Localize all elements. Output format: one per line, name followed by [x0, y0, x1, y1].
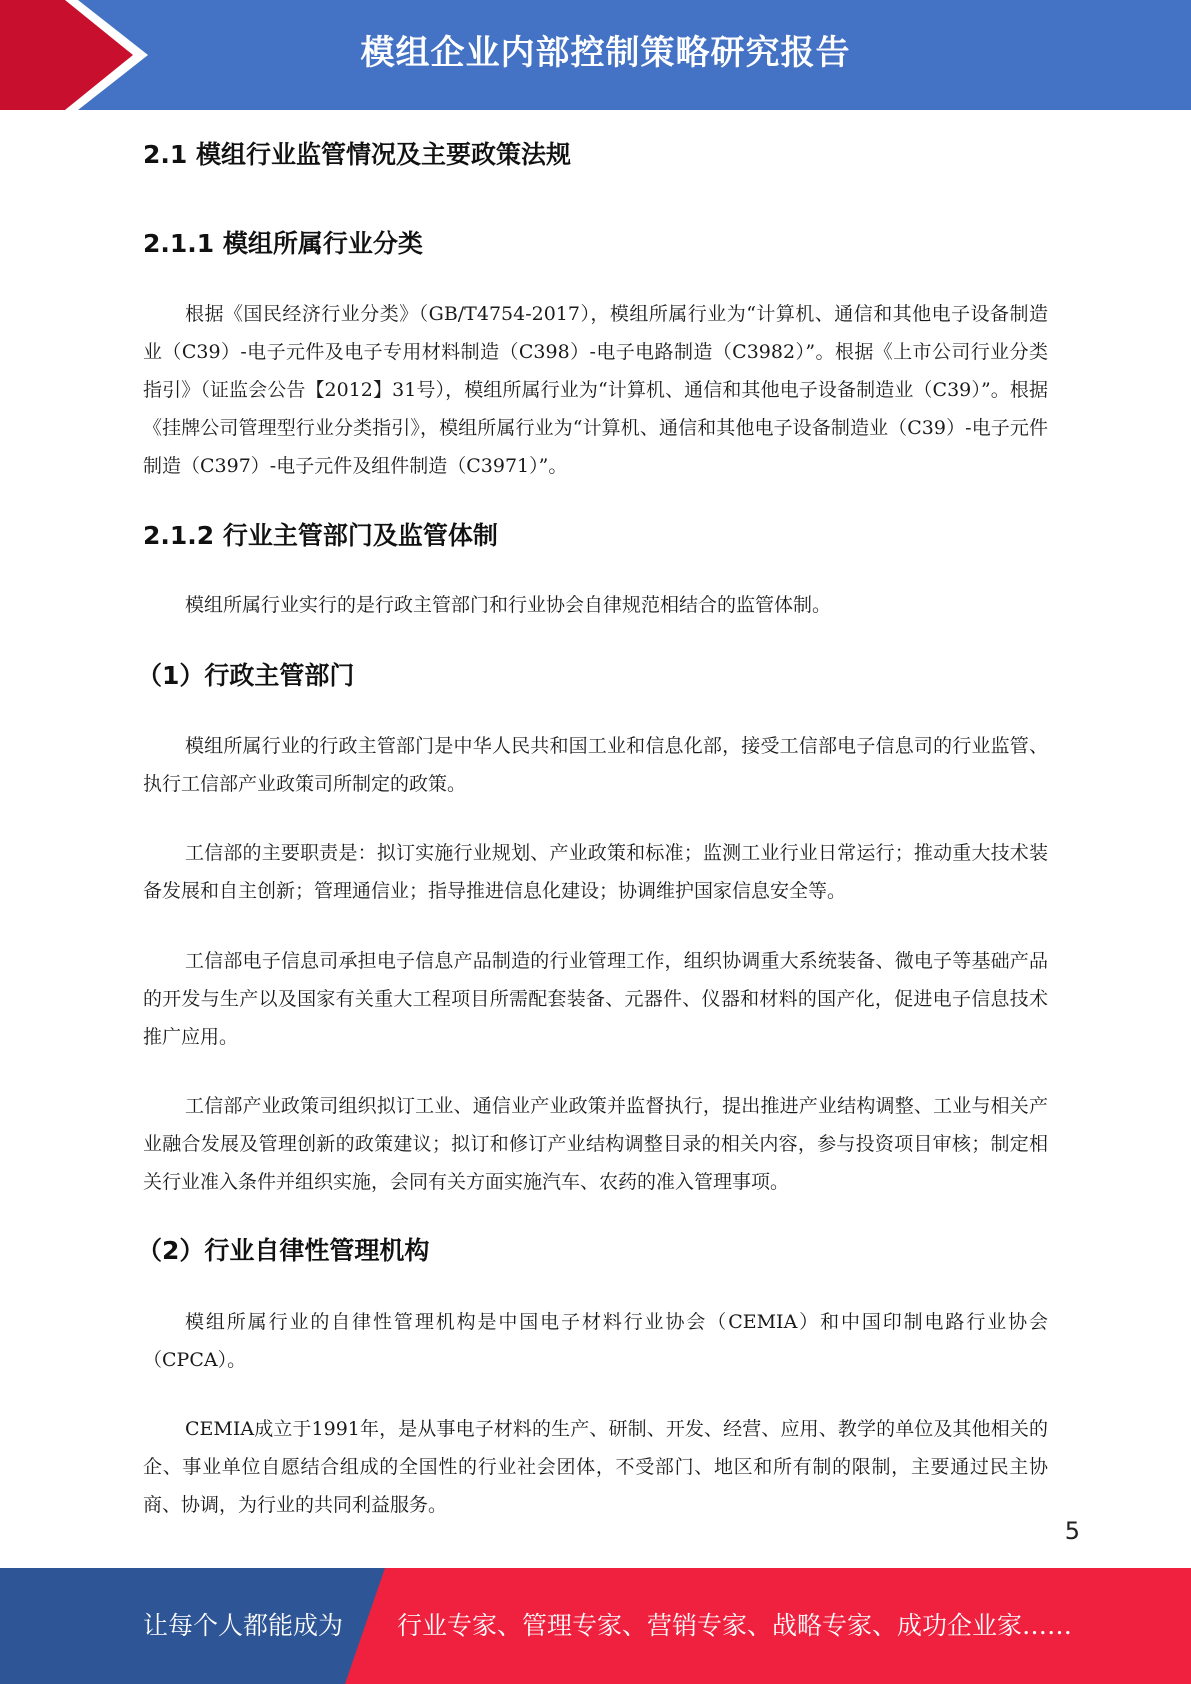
paragraph-cemia: CEMIA成立于1991年，是从事电子材料的生产、研制、开发、经营、应用、教学的单位及其他相关的企、事业单位自愿结合组成的全国性的行业社会团体，不受部门、地区和所有制的限制，主要通过民主协商、协调，为行业的共同利益服务。 [143, 1418, 1048, 1516]
footer-slogan-right: 行业专家、管理专家、营销专家、战略专家、成功企业家…… [397, 1611, 1073, 1640]
subsection-heading-2-1-1: 2.1.1 模组所属行业分类 [143, 229, 423, 258]
heading-self-regulatory: （2）行业自律性管理机构 [137, 1236, 430, 1265]
paragraph-self-regulatory: 模组所属行业的自律性管理机构是中国电子材料行业协会（CEMIA）和中国印制电路行业协会（CPCA）。 [143, 1311, 1048, 1371]
footer-slogan-left: 让每个人都能成为 [143, 1611, 344, 1640]
paragraph-regulatory-system: 模组所属行业实行的是行政主管部门和行业协会自律规范相结合的监管体制。 [185, 594, 832, 616]
report-title: 模组企业内部控制策略研究报告 [360, 33, 851, 73]
page-header [0, 0, 1191, 110]
heading-admin-authority: （1）行政主管部门 [137, 661, 355, 690]
page-number: 5 [1064, 1517, 1080, 1545]
paragraph-miit-duties: 工信部的主要职责是：拟订实施行业规划、产业政策和标准；监测工业行业日常运行；推动重大技术装备发展和自主创新；管理通信业；指导推进信息化建设；协调维护国家信息安全等。 [143, 842, 1048, 902]
paragraph-electronics-dept: 工信部电子信息司承担电子信息产品制造的行业管理工作，组织协调重大系统装备、微电子等基础产品的开发与生产以及国家有关重大工程项目所需配套装备、元器件、仪器和材料的国产化，促进电子信息技术推广应用。 [143, 950, 1048, 1048]
paragraph-admin-authority: 模组所属行业的行政主管部门是中华人民共和国工业和信息化部，接受工信部电子信息司的行业监管、执行工信部产业政策司所制定的政策。 [143, 735, 1048, 795]
paragraph-policy-dept: 工信部产业政策司组织拟订工业、通信业产业政策并监督执行，提出推进产业结构调整、工业与相关产业融合发展及管理创新的政策建议；拟订和修订产业结构调整目录的相关内容，参与投资项目审核；制定相关行业准入条件并组织实施，会同有关方面实施汽车、农药的准入管理事项。 [143, 1095, 1048, 1193]
paragraph-industry-classification: 根据《国民经济行业分类》（GB/T4754-2017），模组所属行业为“计算机、通信和其他电子设备制造业（C39）-电子元件及电子专用材料制造（C398）-电子电路制造（C3982）”。根据《上市公司行业分类指引》（证监会公告【2012】31号），模组所属行业为“计算机、通信和其他电子设备制造业（C39）”。根据《挂牌公司管理型行业分类指引》，模组所属行业为“计算机、通信和其他电子设备制造业（C39）-电子元件制造（C397）-电子元件及组件制造（C3971）”。 [143, 303, 1048, 477]
page-footer [0, 1568, 1191, 1684]
section-heading: 2.1 模组行业监管情况及主要政策法规 [143, 140, 571, 169]
subsection-heading-2-1-2: 2.1.2 行业主管部门及监管体制 [143, 521, 498, 550]
